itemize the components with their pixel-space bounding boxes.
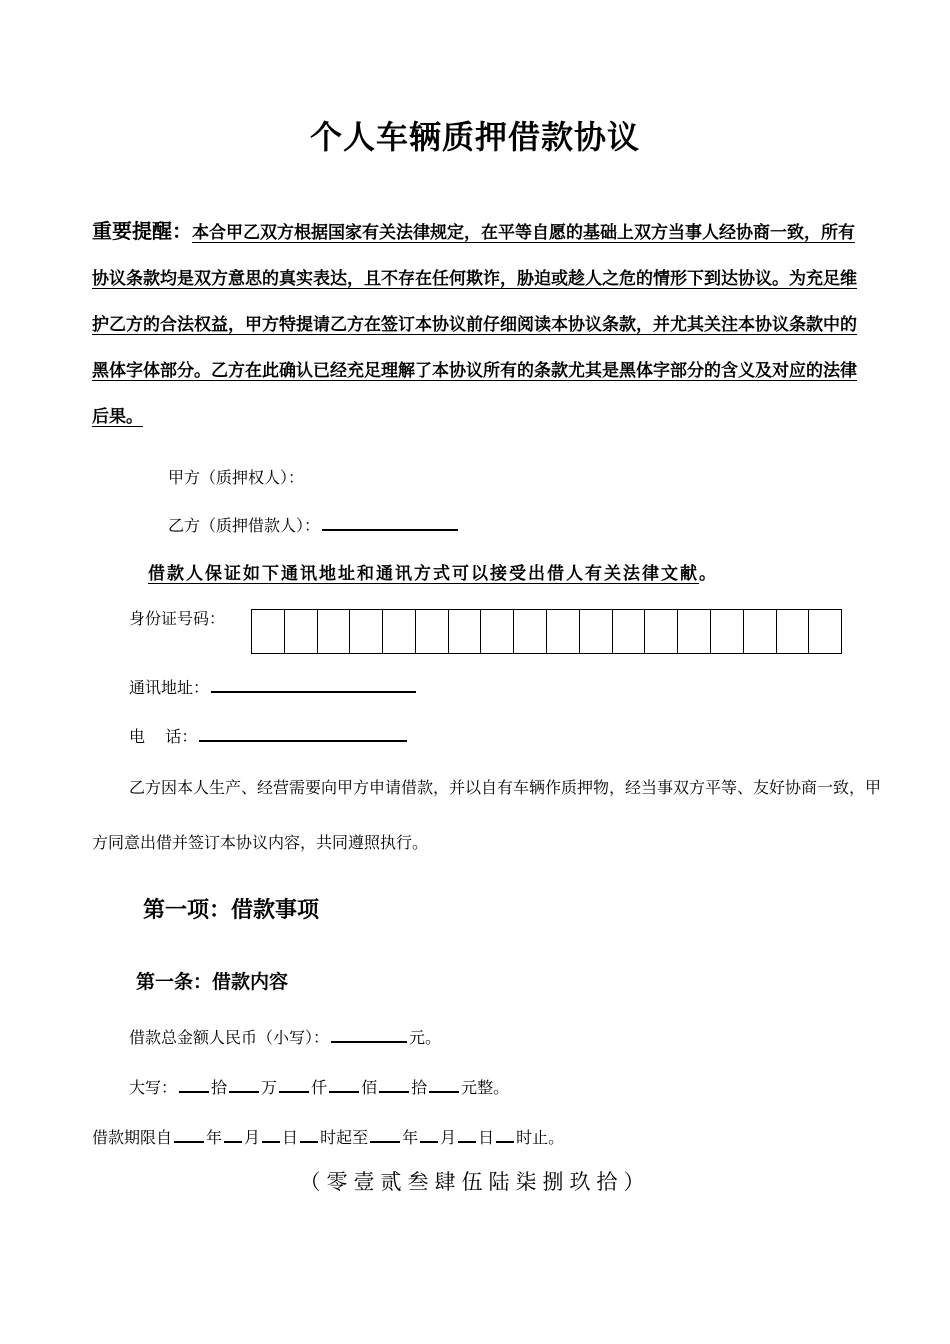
- id-cell[interactable]: [383, 610, 416, 653]
- term-blank[interactable]: [458, 1123, 476, 1143]
- id-cell[interactable]: [613, 610, 646, 653]
- id-cell[interactable]: [285, 610, 318, 653]
- term-unit: 日: [478, 1128, 495, 1147]
- id-cell[interactable]: [777, 610, 810, 653]
- term-unit: 年: [206, 1128, 223, 1147]
- term-unit: 时起至: [320, 1128, 369, 1147]
- important-notice: [92, 208, 867, 440]
- term-blank[interactable]: [224, 1123, 242, 1143]
- uppercase-unit: 仟: [311, 1078, 328, 1097]
- uppercase-unit: 元整。: [461, 1078, 510, 1097]
- uppercase-unit: 拾: [411, 1078, 428, 1097]
- section-heading: 第一项：借款事项: [143, 898, 320, 923]
- phone-label: 电 话：: [129, 727, 198, 746]
- uppercase-blank[interactable]: [229, 1073, 259, 1093]
- notice-text: 本合甲乙双方根据国家有关法律规定，在平等自愿的基础上双方当事人经协商一致，所有协议条款均是双方意思的真实表达，且不存在任何欺诈，胁迫或趁人之危的情形下到达协议。为充足维护乙方的合法权益，甲方特提请乙方在签订本协议前仔细阅读本协议条款，并尤其关注本协议条款中的黑体字体部分。乙方在此确认已经充足理解了本协议所有的条款尤其是黑体字部分的含义及对应的法律后果。: [92, 223, 857, 427]
- guarantee-end: 。: [699, 564, 718, 584]
- uppercase-unit: 佰: [361, 1078, 378, 1097]
- uppercase-blank[interactable]: [429, 1073, 459, 1093]
- term-blank[interactable]: [300, 1123, 318, 1143]
- guarantee-statement: [148, 559, 718, 584]
- id-cell[interactable]: [449, 610, 482, 653]
- phone-line: [129, 722, 409, 747]
- id-cell[interactable]: [809, 610, 841, 653]
- id-cell[interactable]: [711, 610, 744, 653]
- amount-line: [129, 1023, 441, 1048]
- term-unit: 年: [402, 1128, 419, 1147]
- party-b-label: 乙方（质押借款人）：: [168, 516, 321, 535]
- id-cell[interactable]: [547, 610, 580, 653]
- term-line: [92, 1123, 564, 1148]
- intro-paragraph: 乙方因本人生产、经营需要向甲方申请借款，并以自有车辆作质押物，经当事双方平等、友好协商一致，甲方同意出借并签订本协议内容，共同遵照执行。: [92, 778, 882, 852]
- uppercase-blank[interactable]: [279, 1073, 309, 1093]
- uppercase-prefix: 大写：: [129, 1078, 178, 1097]
- amount-prefix: 借款总金额人民币（小写）：: [129, 1028, 330, 1047]
- address-label: 通讯地址：: [129, 678, 210, 697]
- term-blank[interactable]: [262, 1123, 280, 1143]
- party-b-line: [168, 511, 460, 536]
- term-blank[interactable]: [420, 1123, 438, 1143]
- guarantee-text: 借款人保证如下通讯地址和通讯方式可以接受出借人有关法律文献: [148, 564, 699, 584]
- chinese-numerals-reference: （零壹贰叁肆伍陆柒捌玖拾）: [299, 1170, 651, 1194]
- term-unit: 时止。: [516, 1128, 565, 1147]
- uppercase-blank[interactable]: [329, 1073, 359, 1093]
- address-blank[interactable]: [211, 673, 416, 693]
- id-cell[interactable]: [416, 610, 449, 653]
- term-unit: 月: [440, 1128, 457, 1147]
- phone-blank[interactable]: [199, 722, 407, 742]
- id-cell[interactable]: [744, 610, 777, 653]
- party-b-blank[interactable]: [322, 511, 458, 531]
- party-a-label: 甲方（质押权人）：: [168, 468, 305, 487]
- uppercase-amount-line: [129, 1073, 509, 1098]
- notice-label: 重要提醒：: [92, 219, 192, 243]
- term-prefix: 借款期限自: [92, 1128, 173, 1147]
- term-unit: 日: [282, 1128, 299, 1147]
- document-title: 个人车辆质押借款协议: [309, 118, 640, 156]
- id-cell[interactable]: [678, 610, 711, 653]
- uppercase-blank[interactable]: [179, 1073, 209, 1093]
- term-blank[interactable]: [370, 1123, 400, 1143]
- id-cell[interactable]: [318, 610, 351, 653]
- term-blank[interactable]: [174, 1123, 204, 1143]
- term-unit: 月: [244, 1128, 261, 1147]
- amount-blank[interactable]: [331, 1023, 407, 1043]
- party-a-line: [168, 465, 304, 488]
- address-line: [129, 673, 418, 698]
- id-cell[interactable]: [252, 610, 285, 653]
- id-cell[interactable]: [645, 610, 678, 653]
- uppercase-blank[interactable]: [379, 1073, 409, 1093]
- amount-suffix: 元。: [409, 1028, 442, 1047]
- id-number-grid[interactable]: [251, 609, 842, 654]
- term-blank[interactable]: [496, 1123, 514, 1143]
- article-heading: 第一条：借款内容: [136, 971, 289, 993]
- id-cell[interactable]: [350, 610, 383, 653]
- id-cell[interactable]: [580, 610, 613, 653]
- id-cell[interactable]: [514, 610, 547, 653]
- uppercase-unit: 万: [261, 1078, 278, 1097]
- uppercase-unit: 拾: [211, 1078, 228, 1097]
- id-number-label: 身份证号码：: [129, 609, 226, 628]
- id-cell[interactable]: [481, 610, 514, 653]
